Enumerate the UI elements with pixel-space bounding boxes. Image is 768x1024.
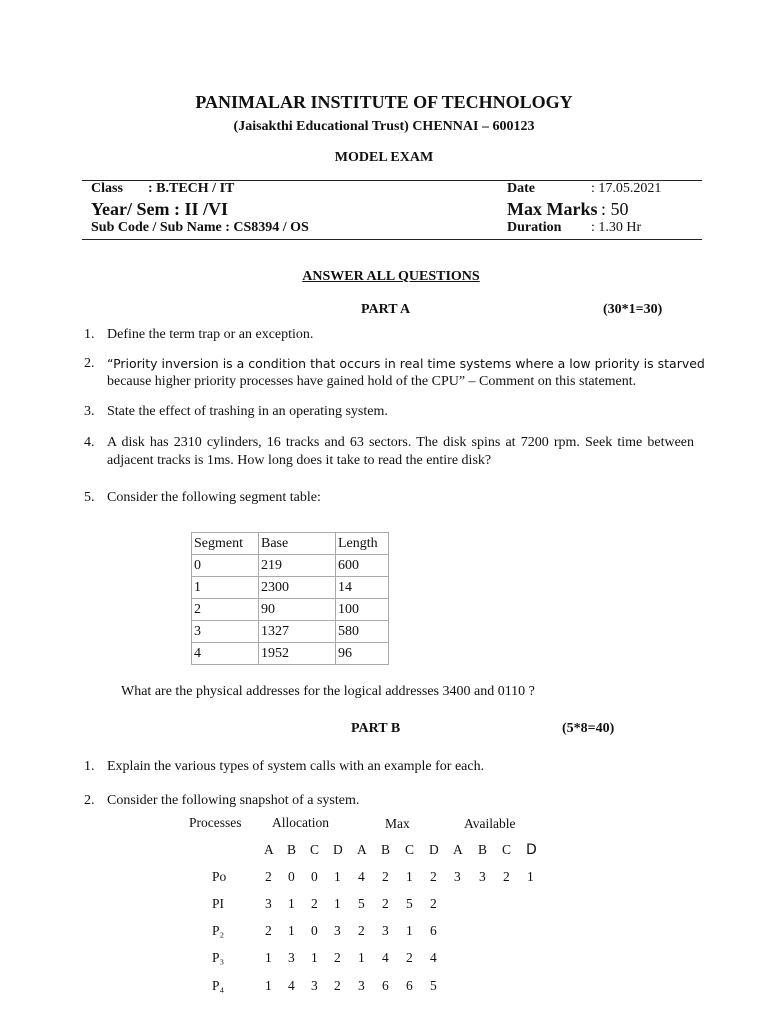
table-cell: 100 [336, 599, 389, 621]
snapshot-cell: 6 [406, 978, 413, 993]
table-cell: 1952 [259, 643, 336, 665]
column-header-available: Available [464, 816, 516, 831]
snapshot-cell: 3 [454, 869, 461, 884]
column-letter: A [357, 842, 367, 857]
part-a-marks: (30*1=30) [603, 302, 663, 317]
year-sem: Year/ Sem : II /VI [91, 199, 228, 219]
snapshot-cell: 1 [288, 923, 295, 938]
institution-name: PANIMALAR INSTITUTE OF TECHNOLOGY [195, 92, 573, 112]
column-letter: D [526, 842, 537, 858]
column-letter: C [310, 842, 320, 857]
question-text: Explain the various types of system calls with an example for each. [107, 759, 485, 774]
table-cell: 580 [336, 621, 389, 643]
date-label: Date [507, 181, 535, 196]
part-a-question-5 [84, 489, 694, 507]
duration-label: Duration [507, 220, 562, 235]
question-number: 3. [84, 404, 95, 419]
snapshot-cell: 2 [265, 923, 272, 938]
snapshot-cell: 2 [358, 923, 365, 938]
snapshot-cell: 2 [334, 978, 341, 993]
snapshot-cell: 2 [406, 950, 413, 965]
snapshot-cell: 3 [334, 923, 341, 938]
snapshot-cell: 1 [527, 869, 534, 884]
part-a-question-3 [84, 403, 694, 421]
part-b-question-1 [84, 758, 694, 776]
sub-code: Sub Code / Sub Name : CS8394 / OS [91, 220, 309, 235]
institution-subtitle: (Jaisakthi Educational Trust) CHENNAI – 600123 [233, 119, 535, 134]
snapshot-cell: 2 [382, 896, 389, 911]
part-b-title: PART B [351, 721, 401, 736]
question-text-rest: because higher priority processes have gained hold of the CPU” – Comment on this statement. [107, 374, 637, 389]
snapshot-cell: 1 [334, 869, 341, 884]
question-text: State the effect of trashing in an operating system. [107, 404, 388, 419]
question-number: 5. [84, 490, 95, 505]
snapshot-cell: 2 [430, 869, 437, 884]
snapshot-cell: 4 [288, 978, 295, 993]
date-value: : 17.05.2021 [591, 181, 662, 196]
table-cell: 0 [192, 555, 259, 577]
question-number: 1. [84, 327, 95, 342]
snapshot-cell: 2 [311, 896, 318, 911]
column-letter: A [264, 842, 274, 857]
snapshot-cell: 1 [311, 950, 318, 965]
snapshot-cell: 2 [503, 869, 510, 884]
snapshot-cell: 6 [430, 923, 437, 938]
column-letter: C [502, 842, 512, 857]
table-cell: 2300 [259, 577, 336, 599]
part-b-question-2 [84, 792, 694, 810]
snapshot-cell: 1 [265, 950, 272, 965]
class-value: : B.TECH / IT [148, 181, 235, 196]
snapshot-cell: 3 [479, 869, 486, 884]
header-bottom-rule [82, 239, 702, 240]
column-letter: D [333, 842, 343, 857]
snapshot-cell: 0 [311, 869, 318, 884]
part-a-question-1 [84, 326, 694, 344]
segment-follow-up: What are the physical addresses for the logical addresses 3400 and 0110 ? [121, 684, 535, 699]
segment-table [191, 532, 389, 665]
snapshot-cell: 3 [382, 923, 389, 938]
instruction: ANSWER ALL QUESTIONS [302, 269, 480, 284]
snapshot-cell: 3 [288, 950, 295, 965]
snapshot-cell: 5 [406, 896, 413, 911]
snapshot-cell: 3 [311, 978, 318, 993]
snapshot-cell: 2 [265, 869, 272, 884]
max-marks-value: : 50 [601, 199, 629, 219]
snapshot-cell: 1 [406, 923, 413, 938]
table-cell: 90 [259, 599, 336, 621]
snapshot-cell: 2 [430, 896, 437, 911]
table-header-row [192, 533, 389, 555]
question-text: Consider the following snapshot of a system. [107, 793, 360, 808]
table-row [192, 599, 389, 621]
snapshot-cell: 4 [430, 950, 437, 965]
question-number: 4. [84, 435, 95, 450]
question-text: Define the term trap or an exception. [107, 327, 314, 342]
table-cell: 600 [336, 555, 389, 577]
column-letter: D [429, 842, 439, 857]
column-letter: B [287, 842, 297, 857]
table-cell: 1 [192, 577, 259, 599]
question-number: 2. [84, 793, 95, 808]
table-cell: 2 [192, 599, 259, 621]
snapshot-cell: 4 [358, 869, 365, 884]
process-label: Po [212, 869, 227, 884]
snapshot-cell: 4 [382, 950, 389, 965]
duration-value: : 1.30 Hr [591, 220, 642, 235]
process-label: P₃ [212, 950, 225, 965]
snapshot-cell: 1 [265, 978, 272, 993]
table-cell: 1327 [259, 621, 336, 643]
snapshot-cell: 2 [334, 950, 341, 965]
table-row [192, 643, 389, 665]
snapshot-cell: 0 [288, 869, 295, 884]
max-marks-label: Max Marks [507, 199, 598, 219]
question-text: Consider the following segment table: [107, 490, 321, 505]
snapshot-cell: 0 [311, 923, 318, 938]
table-header: Length [336, 533, 389, 555]
column-letter: B [381, 842, 391, 857]
table-header: Base [259, 533, 336, 555]
table-header: Segment [192, 533, 259, 555]
question-number: 2. [84, 356, 95, 371]
snapshot-cell: 1 [406, 869, 413, 884]
class-label: Class [91, 181, 123, 196]
snapshot-cell: 2 [382, 869, 389, 884]
part-b-marks: (5*8=40) [562, 721, 615, 736]
part-a-question-4 [84, 434, 694, 470]
column-header-allocation: Allocation [272, 815, 329, 830]
process-label: P₂ [212, 923, 225, 938]
column-letter: C [405, 842, 415, 857]
table-cell: 4 [192, 643, 259, 665]
table-row [192, 577, 389, 599]
column-header-processes: Processes [189, 815, 242, 830]
part-a-question-2 [84, 355, 705, 391]
snapshot-cell: 3 [358, 978, 365, 993]
part-a-title: PART A [361, 302, 411, 317]
snapshot-cell: 1 [334, 896, 341, 911]
snapshot-cell: 5 [430, 978, 437, 993]
column-letter: B [478, 842, 488, 857]
process-label: P₄ [212, 978, 225, 993]
snapshot-cell: 1 [288, 896, 295, 911]
snapshot-cell: 6 [382, 978, 389, 993]
table-cell: 219 [259, 555, 336, 577]
question-text: A disk has 2310 cylinders, 16 tracks and 63 sectors. The disk spins at 7200 rpm. Seek time between adjacent tracks is 1ms. How long does it take to read the entire disk? [107, 435, 694, 468]
table-cell: 3 [192, 621, 259, 643]
question-text-quote: “Priority inversion is a condition that occurs in real time systems where a low priority is starved [107, 356, 705, 371]
table-row [192, 621, 389, 643]
snapshot-cell: 3 [265, 896, 272, 911]
table-cell: 14 [336, 577, 389, 599]
column-letter: A [453, 842, 463, 857]
column-header-max: Max [385, 816, 410, 831]
table-row [192, 555, 389, 577]
table-cell: 96 [336, 643, 389, 665]
question-number: 1. [84, 759, 95, 774]
exam-title: MODEL EXAM [334, 150, 434, 165]
snapshot-cell: 1 [358, 950, 365, 965]
process-label: PI [212, 896, 225, 911]
snapshot-cell: 5 [358, 896, 365, 911]
